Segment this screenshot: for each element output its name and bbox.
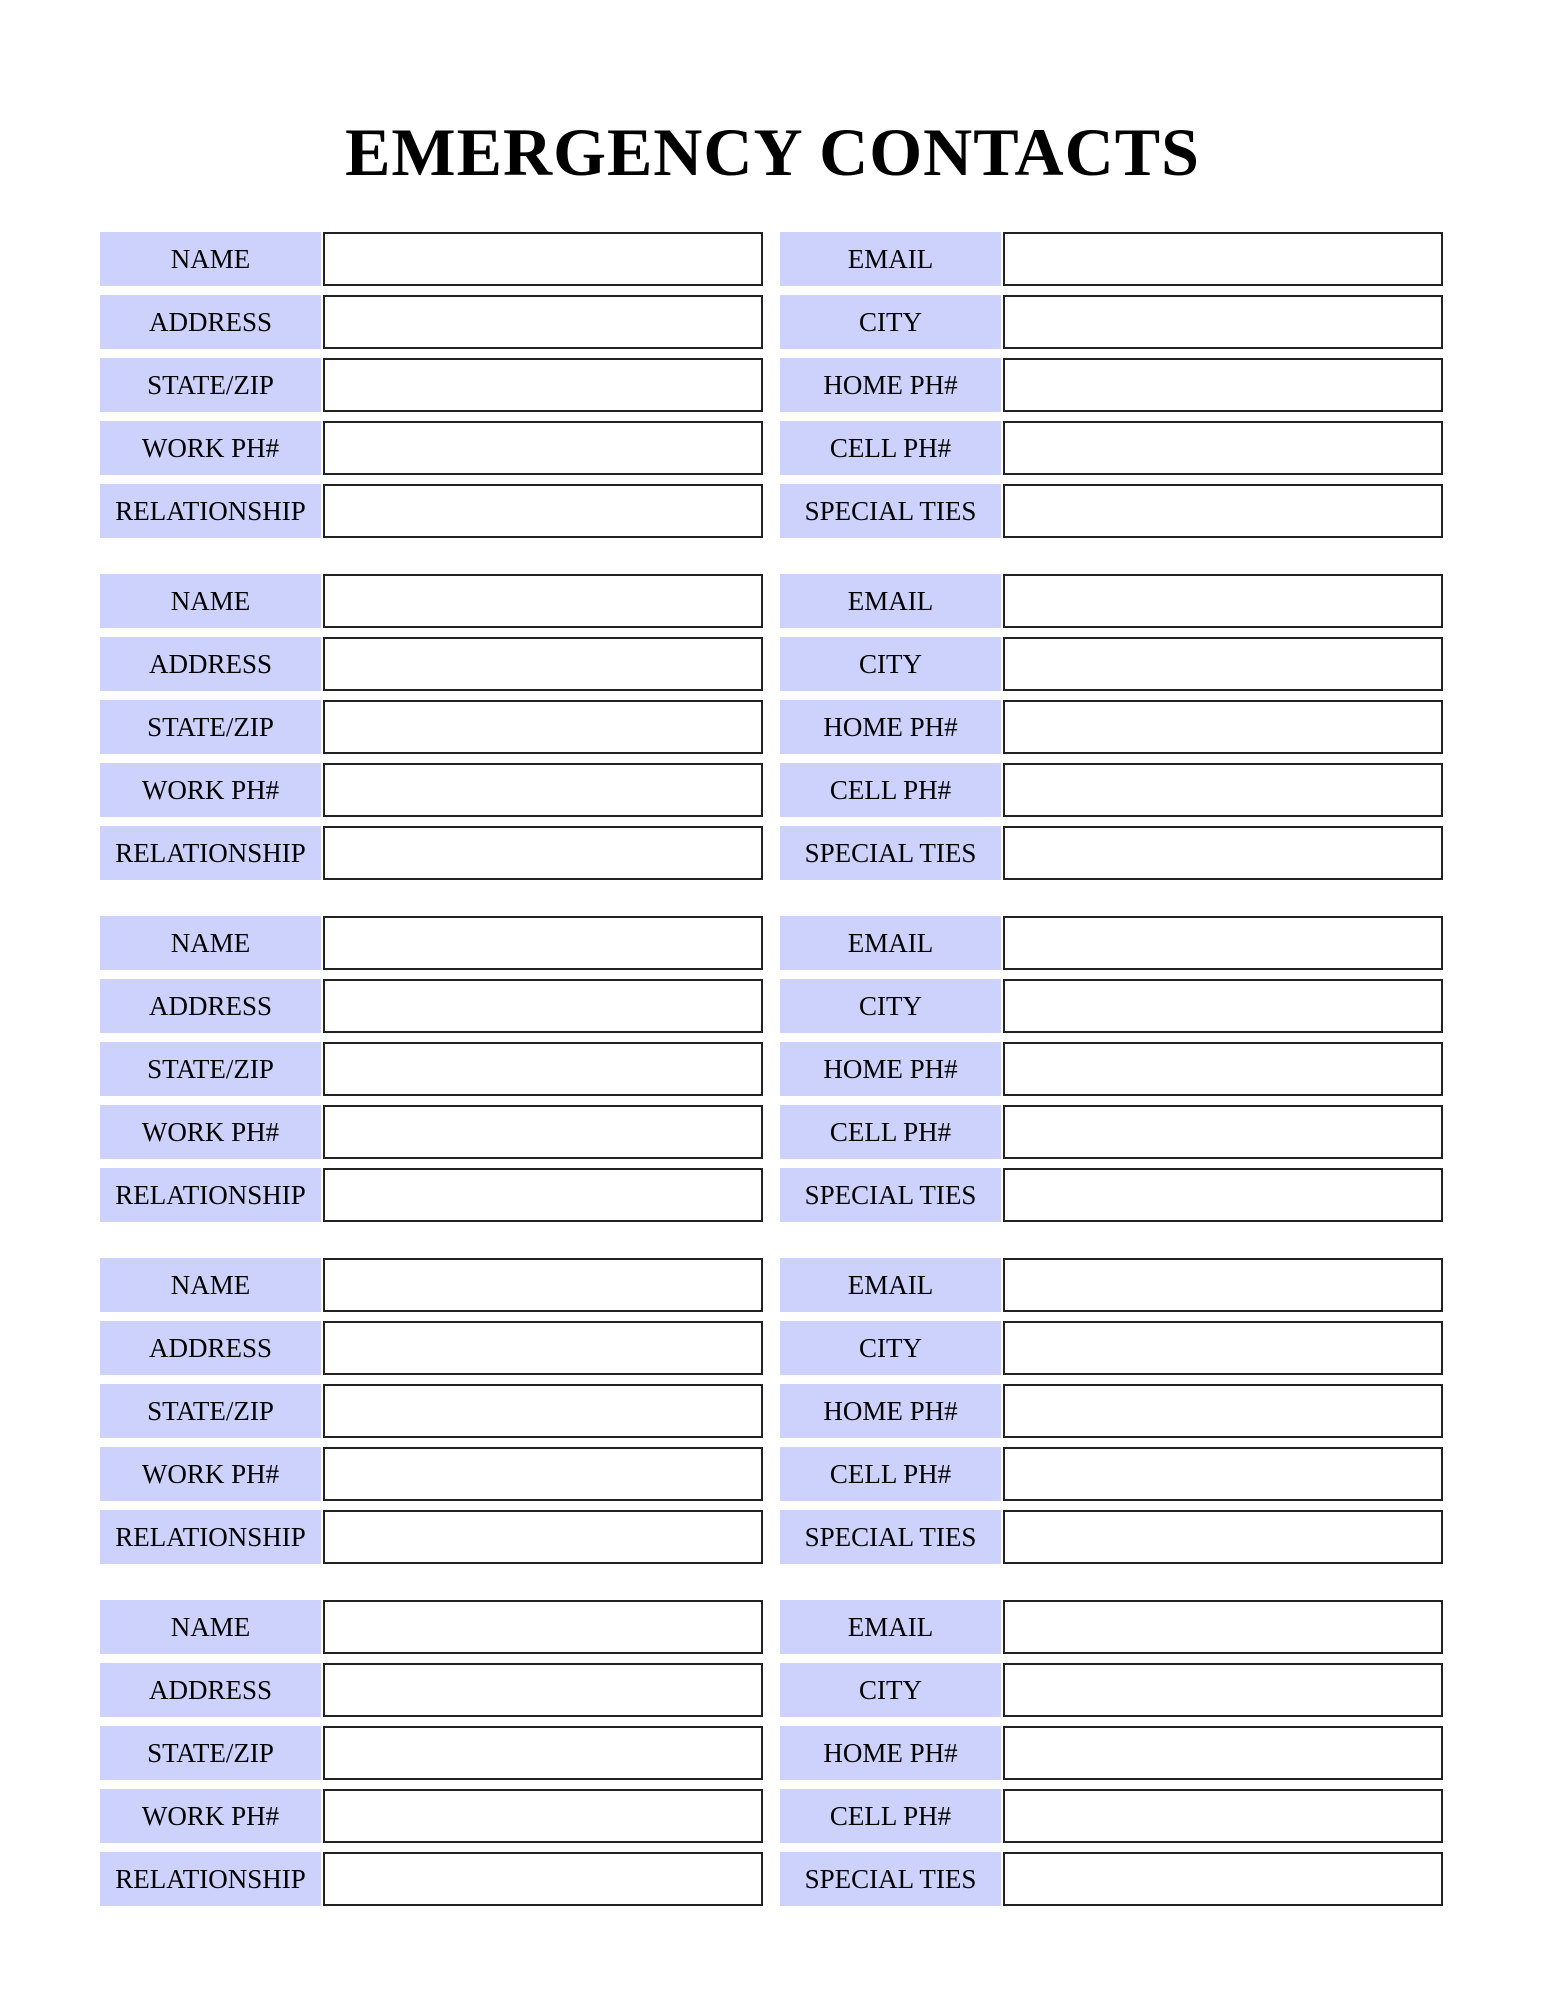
field-label-relationship: RELATIONSHIP	[100, 484, 321, 538]
field-label-state-zip: STATE/ZIP	[100, 700, 321, 754]
relationship-input[interactable]	[323, 1168, 763, 1222]
field-row	[780, 1168, 1445, 1222]
field-row	[780, 1726, 1445, 1780]
field-row	[100, 1321, 765, 1375]
field-row	[100, 637, 765, 691]
contact-column-right	[780, 1600, 1445, 1906]
field-row	[780, 421, 1445, 475]
field-label-state-zip: STATE/ZIP	[100, 1726, 321, 1780]
contact-block-1	[100, 232, 1445, 538]
field-row	[100, 1168, 765, 1222]
work-ph-input[interactable]	[323, 1789, 763, 1843]
field-row	[100, 916, 765, 970]
field-row	[780, 916, 1445, 970]
field-row	[100, 1852, 765, 1906]
field-label-cell-ph: CELL PH#	[780, 1105, 1001, 1159]
work-ph-input[interactable]	[323, 1447, 763, 1501]
field-label-special-ties: SPECIAL TIES	[780, 484, 1001, 538]
special-ties-input[interactable]	[1003, 1852, 1443, 1906]
address-input[interactable]	[323, 1663, 763, 1717]
field-label-special-ties: SPECIAL TIES	[780, 1852, 1001, 1906]
field-label-work-ph: WORK PH#	[100, 1105, 321, 1159]
field-row	[100, 1258, 765, 1312]
field-row	[780, 700, 1445, 754]
relationship-input[interactable]	[323, 1510, 763, 1564]
field-label-work-ph: WORK PH#	[100, 1447, 321, 1501]
home-ph-input[interactable]	[1003, 1726, 1443, 1780]
field-row	[780, 232, 1445, 286]
field-row	[780, 1789, 1445, 1843]
field-row	[780, 295, 1445, 349]
field-row	[100, 574, 765, 628]
contact-block-4	[100, 1258, 1445, 1564]
address-input[interactable]	[323, 637, 763, 691]
relationship-input[interactable]	[323, 1852, 763, 1906]
contact-column-left	[100, 232, 765, 538]
field-label-address: ADDRESS	[100, 295, 321, 349]
emergency-contacts-form	[100, 232, 1445, 1942]
field-row	[780, 1510, 1445, 1564]
field-label-state-zip: STATE/ZIP	[100, 1042, 321, 1096]
state-zip-input[interactable]	[323, 1042, 763, 1096]
field-row	[100, 1600, 765, 1654]
field-row	[780, 979, 1445, 1033]
field-row	[100, 1789, 765, 1843]
city-input[interactable]	[1003, 295, 1443, 349]
field-label-cell-ph: CELL PH#	[780, 1447, 1001, 1501]
city-input[interactable]	[1003, 979, 1443, 1033]
field-label-state-zip: STATE/ZIP	[100, 358, 321, 412]
field-label-cell-ph: CELL PH#	[780, 1789, 1001, 1843]
email-input[interactable]	[1003, 1258, 1443, 1312]
field-label-cell-ph: CELL PH#	[780, 421, 1001, 475]
field-row	[780, 1852, 1445, 1906]
relationship-input[interactable]	[323, 484, 763, 538]
field-label-address: ADDRESS	[100, 1321, 321, 1375]
home-ph-input[interactable]	[1003, 1384, 1443, 1438]
field-row	[780, 637, 1445, 691]
field-row	[100, 1384, 765, 1438]
field-label-city: CITY	[780, 295, 1001, 349]
field-row	[780, 1321, 1445, 1375]
field-row	[780, 1663, 1445, 1717]
field-label-email: EMAIL	[780, 232, 1001, 286]
contact-column-left	[100, 1258, 765, 1564]
field-label-special-ties: SPECIAL TIES	[780, 1168, 1001, 1222]
field-row	[780, 1600, 1445, 1654]
home-ph-input[interactable]	[1003, 358, 1443, 412]
state-zip-input[interactable]	[323, 1384, 763, 1438]
field-label-name: NAME	[100, 232, 321, 286]
field-label-relationship: RELATIONSHIP	[100, 1168, 321, 1222]
page-title: EMERGENCY CONTACTS	[345, 114, 1200, 190]
field-label-special-ties: SPECIAL TIES	[780, 1510, 1001, 1564]
field-row	[780, 574, 1445, 628]
state-zip-input[interactable]	[323, 1726, 763, 1780]
work-ph-input[interactable]	[323, 763, 763, 817]
address-input[interactable]	[323, 979, 763, 1033]
field-row	[100, 484, 765, 538]
field-label-home-ph: HOME PH#	[780, 358, 1001, 412]
field-row	[100, 1447, 765, 1501]
cell-ph-input[interactable]	[1003, 763, 1443, 817]
work-ph-input[interactable]	[323, 1105, 763, 1159]
contact-column-left	[100, 916, 765, 1222]
address-input[interactable]	[323, 295, 763, 349]
contact-column-right	[780, 916, 1445, 1222]
field-label-home-ph: HOME PH#	[780, 700, 1001, 754]
field-row	[100, 1726, 765, 1780]
name-input[interactable]	[323, 1258, 763, 1312]
field-label-state-zip: STATE/ZIP	[100, 1384, 321, 1438]
city-input[interactable]	[1003, 1321, 1443, 1375]
special-ties-input[interactable]	[1003, 1510, 1443, 1564]
field-label-city: CITY	[780, 1663, 1001, 1717]
field-label-home-ph: HOME PH#	[780, 1042, 1001, 1096]
field-row	[100, 232, 765, 286]
state-zip-input[interactable]	[323, 700, 763, 754]
field-row	[100, 295, 765, 349]
cell-ph-input[interactable]	[1003, 1105, 1443, 1159]
field-label-address: ADDRESS	[100, 1663, 321, 1717]
state-zip-input[interactable]	[323, 358, 763, 412]
field-label-city: CITY	[780, 637, 1001, 691]
field-row	[780, 763, 1445, 817]
contact-column-right	[780, 574, 1445, 880]
home-ph-input[interactable]	[1003, 1042, 1443, 1096]
field-row	[780, 1258, 1445, 1312]
home-ph-input[interactable]	[1003, 700, 1443, 754]
special-ties-input[interactable]	[1003, 484, 1443, 538]
field-row	[100, 358, 765, 412]
field-label-email: EMAIL	[780, 574, 1001, 628]
field-label-relationship: RELATIONSHIP	[100, 826, 321, 880]
email-input[interactable]	[1003, 1600, 1443, 1654]
field-row	[780, 1447, 1445, 1501]
field-label-email: EMAIL	[780, 916, 1001, 970]
cell-ph-input[interactable]	[1003, 1447, 1443, 1501]
field-label-city: CITY	[780, 1321, 1001, 1375]
special-ties-input[interactable]	[1003, 826, 1443, 880]
field-label-name: NAME	[100, 1600, 321, 1654]
field-label-home-ph: HOME PH#	[780, 1726, 1001, 1780]
field-label-work-ph: WORK PH#	[100, 763, 321, 817]
name-input[interactable]	[323, 574, 763, 628]
field-label-email: EMAIL	[780, 1258, 1001, 1312]
field-label-email: EMAIL	[780, 1600, 1001, 1654]
email-input[interactable]	[1003, 574, 1443, 628]
field-label-city: CITY	[780, 979, 1001, 1033]
contact-block-3	[100, 916, 1445, 1222]
field-row	[100, 763, 765, 817]
field-label-relationship: RELATIONSHIP	[100, 1852, 321, 1906]
email-input[interactable]	[1003, 232, 1443, 286]
cell-ph-input[interactable]	[1003, 421, 1443, 475]
name-input[interactable]	[323, 1600, 763, 1654]
contact-column-right	[780, 1258, 1445, 1564]
work-ph-input[interactable]	[323, 421, 763, 475]
field-label-work-ph: WORK PH#	[100, 1789, 321, 1843]
field-row	[100, 1105, 765, 1159]
contact-block-5	[100, 1600, 1445, 1906]
special-ties-input[interactable]	[1003, 1168, 1443, 1222]
field-row	[780, 826, 1445, 880]
field-row	[780, 1105, 1445, 1159]
field-label-name: NAME	[100, 1258, 321, 1312]
field-label-name: NAME	[100, 916, 321, 970]
field-row	[780, 358, 1445, 412]
name-input[interactable]	[323, 232, 763, 286]
city-input[interactable]	[1003, 637, 1443, 691]
field-row	[100, 826, 765, 880]
contact-column-left	[100, 574, 765, 880]
field-row	[780, 1384, 1445, 1438]
email-input[interactable]	[1003, 916, 1443, 970]
field-label-address: ADDRESS	[100, 979, 321, 1033]
contact-block-2	[100, 574, 1445, 880]
cell-ph-input[interactable]	[1003, 1789, 1443, 1843]
field-label-name: NAME	[100, 574, 321, 628]
field-row	[100, 1663, 765, 1717]
field-row	[100, 979, 765, 1033]
field-row	[100, 700, 765, 754]
field-row	[780, 1042, 1445, 1096]
contact-column-right	[780, 232, 1445, 538]
city-input[interactable]	[1003, 1663, 1443, 1717]
field-label-cell-ph: CELL PH#	[780, 763, 1001, 817]
contact-column-left	[100, 1600, 765, 1906]
field-label-special-ties: SPECIAL TIES	[780, 826, 1001, 880]
field-label-address: ADDRESS	[100, 637, 321, 691]
field-row	[100, 1042, 765, 1096]
relationship-input[interactable]	[323, 826, 763, 880]
field-label-work-ph: WORK PH#	[100, 421, 321, 475]
address-input[interactable]	[323, 1321, 763, 1375]
field-label-home-ph: HOME PH#	[780, 1384, 1001, 1438]
field-label-relationship: RELATIONSHIP	[100, 1510, 321, 1564]
field-row	[780, 484, 1445, 538]
field-row	[100, 421, 765, 475]
name-input[interactable]	[323, 916, 763, 970]
field-row	[100, 1510, 765, 1564]
